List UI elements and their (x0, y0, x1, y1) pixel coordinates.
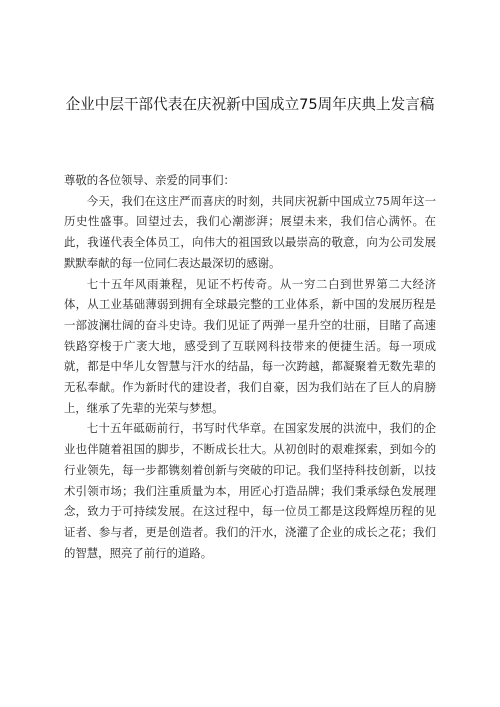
document-body (64, 170, 436, 563)
paragraph-1: 今天，我们在这庄严而喜庆的时刻，共同庆祝新中国成立75周年这一历史性盛事。回望过去，我们心潮澎湃；展望未来，我们信心满怀。在此，我谨代表全体员工，向伟大的祖国致以最崇高的敬意，向为公司发展默默奉献的每一位同仁表达最深切的感谢。 (64, 193, 436, 270)
document-title: 企业中层干部代表在庆祝新中国成立75周年庆典上发言稿 (65, 96, 435, 113)
paragraph-3: 七十五年砥砺前行，书写时代华章。在国家发展的洪流中，我们的企业也伴随着祖国的脚步，不断成长壮大。从初创时的艰难探索，到如今的行业领先，每一步都镌刻着创新与突破的印记。我们坚持科技创新，以技术引领市场；我们注重质量为本，用匠心打造品牌；我们秉承绿色发展理念，致力于可持续发展。在这过程中，每一位员工都是这段辉煌历程的见证者、参与者，更是创造者。我们的汗水，浇灌了企业的成长之花；我们的智慧，照亮了前行的道路。 (64, 421, 436, 560)
paragraph-2: 七十五年风雨兼程，见证不朽传奇。从一穷二白到世界第二大经济体，从工业基础薄弱到拥有全球最完整的工业体系，新中国的发展历程是一部波澜壮阔的奋斗史诗。我们见证了两弹一星升空的壮丽，目睹了高速铁路穿梭于广袤大地，感受到了互联网科技带来的便捷生活。每一项成就，都是中华儿女智慧与汗水的结晶，每一次跨越，都凝聚着无数先辈的无私奉献。作为新时代的建设者，我们自豪，因为我们站在了巨人的肩膀上，继承了先辈的光荣与梦想。 (64, 276, 436, 415)
salutation: 尊敬的各位领导、亲爱的同事们： (64, 173, 235, 187)
